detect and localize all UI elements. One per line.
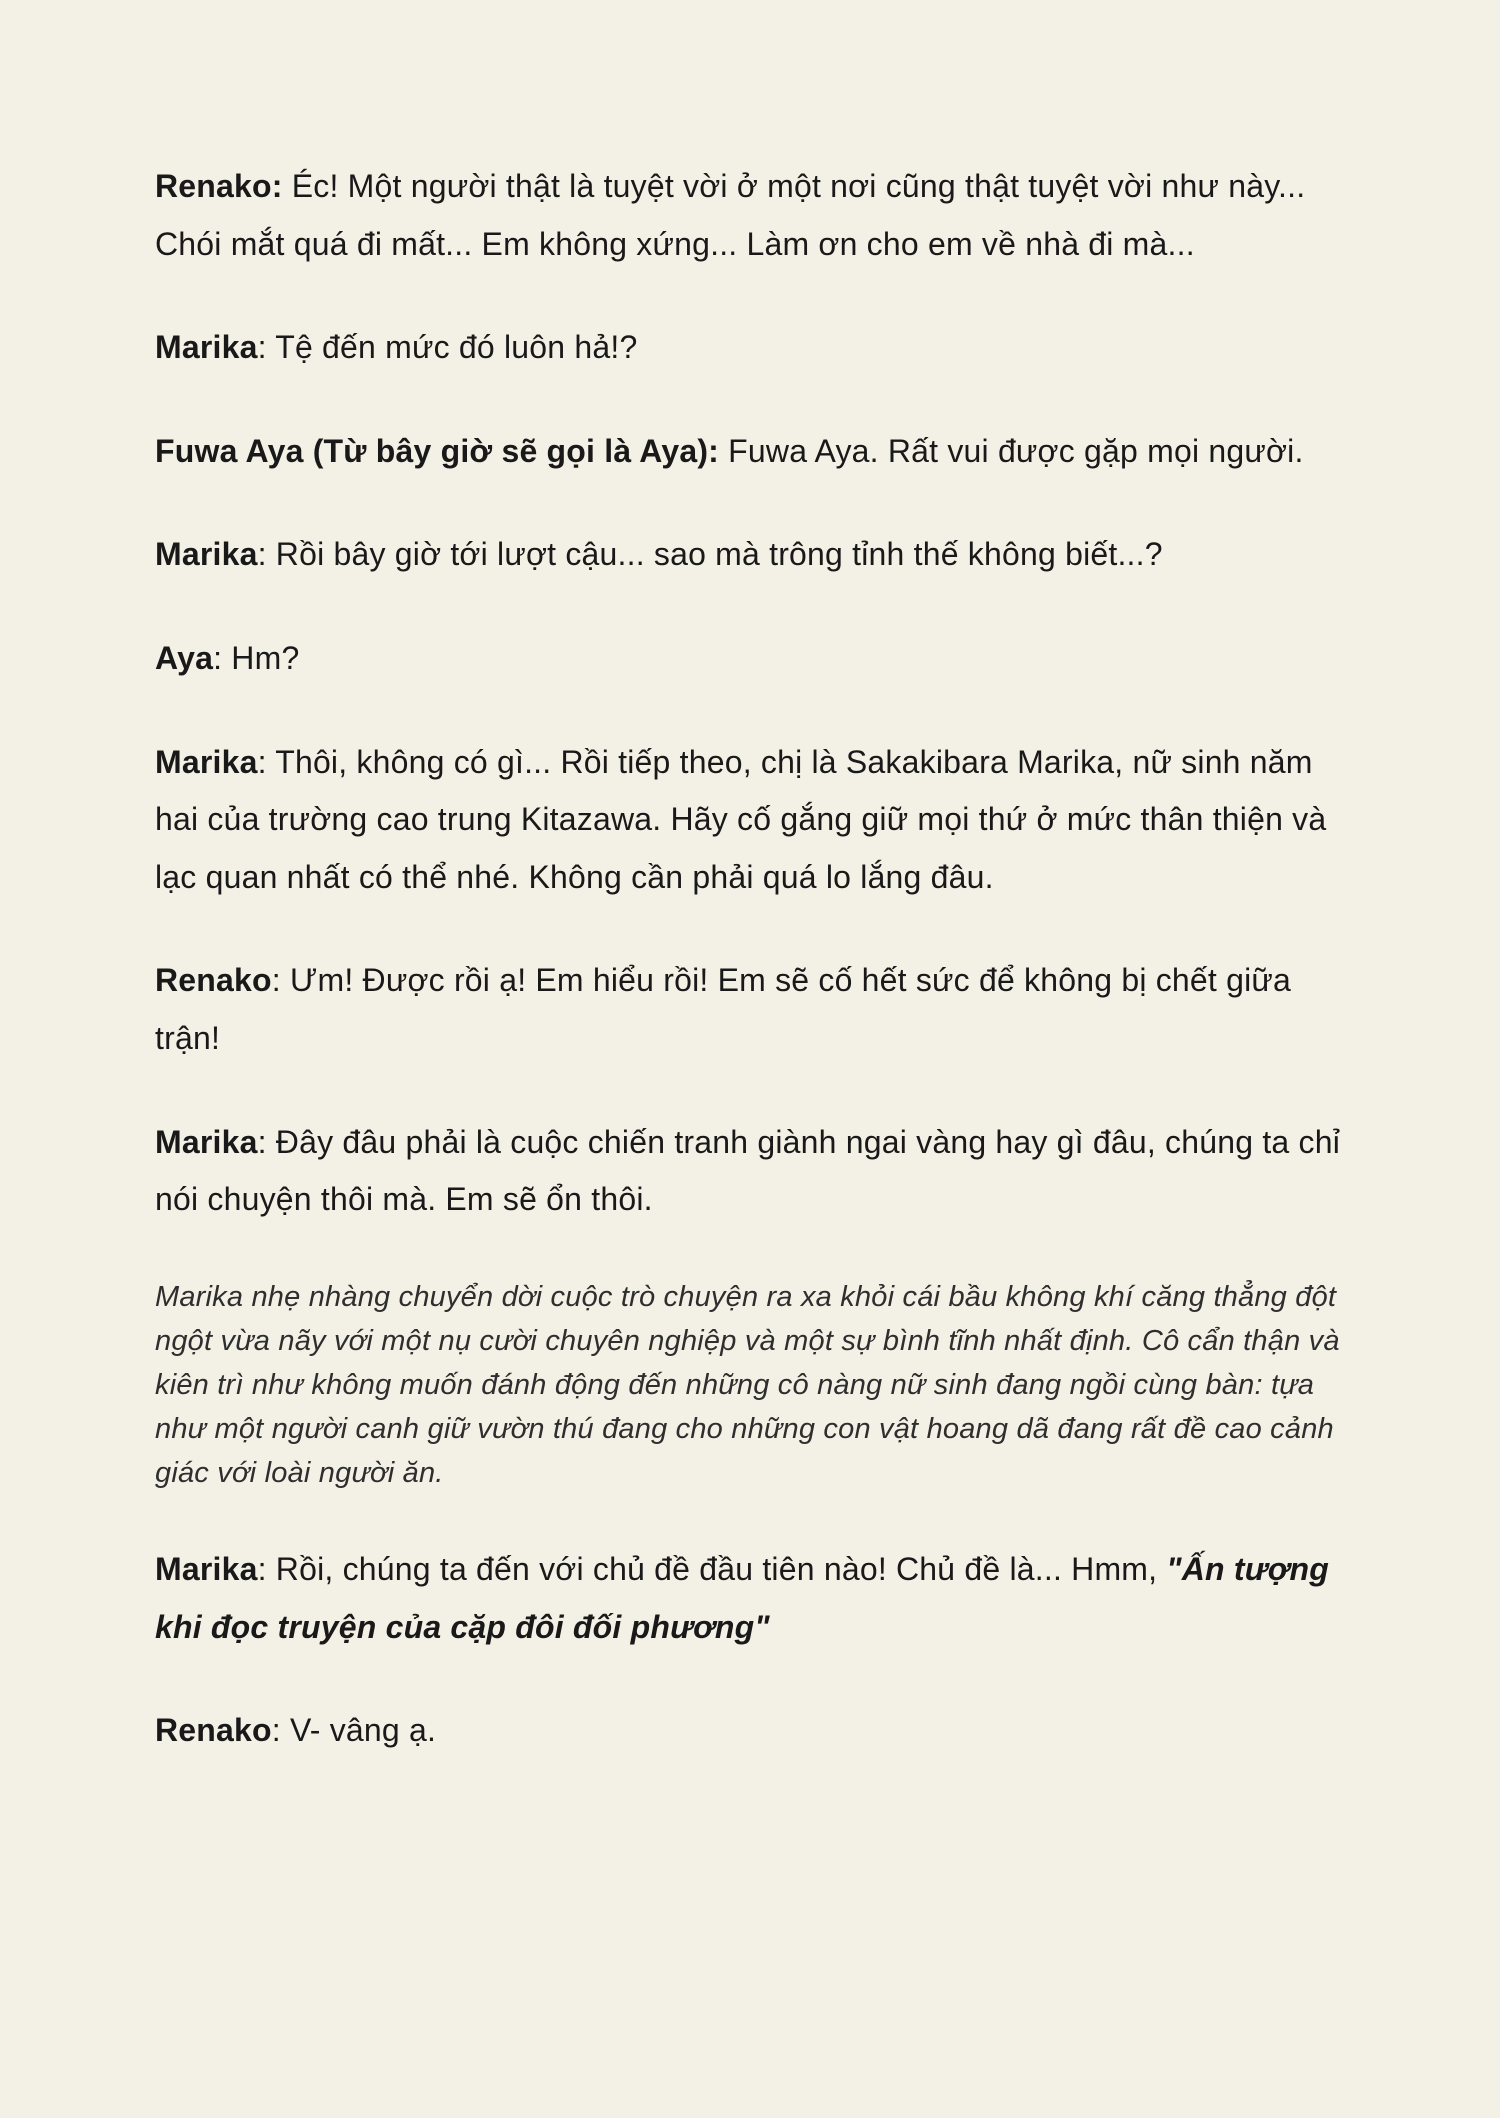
dialogue-aya-1	[155, 630, 1345, 688]
dialogue-text: : V- vâng ạ.	[271, 1712, 437, 1749]
dialogue-marika-2	[155, 526, 1345, 584]
speaker-label: Marika	[155, 329, 258, 366]
dialogue-text: Éc! Một người thật là tuyệt vời ở một nơi cũng thật tuyệt vời như này... Chói mắt quá đi mất... Em không xứng... Làm ơn cho em về nhà đi mà...	[155, 168, 1306, 262]
dialogue-marika-1	[155, 319, 1345, 377]
dialogue-text: : Rồi bây giờ tới lượt cậu... sao mà trông tỉnh thế không biết...?	[257, 536, 1163, 573]
dialogue-text: : Đây đâu phải là cuộc chiến tranh giành ngai vàng hay gì đâu, chúng ta chỉ nói chuyện thôi mà. Em sẽ ổn thôi.	[155, 1123, 1340, 1218]
speaker-label: Renako:	[155, 168, 283, 204]
dialogue-marika-5	[155, 1541, 1345, 1656]
dialogue-text: : Hm?	[213, 639, 300, 676]
speaker-label: Renako	[155, 962, 272, 999]
dialogue-text: : Thôi, không có gì... Rồi tiếp theo, chị là Sakakibara Marika, nữ sinh năm hai của trường cao trung Kitazawa. Hãy cố gắng giữ mọi thứ ở mức thân thiện và lạc quan nhất có thể nhé. Không cần phải quá lo lắng đâu.	[155, 743, 1327, 895]
dialogue-text: Fuwa Aya. Rất vui được gặp mọi người.	[719, 432, 1304, 469]
speaker-label: Fuwa Aya (Từ bây giờ sẽ gọi là Aya):	[155, 432, 720, 469]
dialogue-marika-4	[155, 1114, 1345, 1229]
speaker-label: Marika	[155, 536, 258, 573]
dialogue-text: : Tệ đến mức đó luôn hả!?	[257, 329, 638, 366]
dialogue-fuwa-aya-1	[155, 423, 1345, 481]
speaker-label: Renako	[155, 1712, 272, 1749]
narration-paragraph	[155, 1275, 1345, 1495]
dialogue-renako-2	[155, 952, 1345, 1067]
speaker-label: Marika	[155, 1551, 258, 1588]
dialogue-text: : Rồi, chúng ta đến với chủ đề đầu tiên nào! Chủ đề là... Hmm,	[257, 1551, 1167, 1588]
dialogue-transcript	[155, 158, 1345, 1760]
speaker-label: Aya	[155, 639, 214, 676]
dialogue-text: : Ưm! Được rồi ạ! Em hiểu rồi! Em sẽ cố hết sức để không bị chết giữa trận!	[155, 962, 1292, 1056]
narration-text: Marika nhẹ nhàng chuyển dời cuộc trò chuyện ra xa khỏi cái bầu không khí căng thẳng đột ngột vừa nãy với một nụ cười chuyên nghiệp và một sự bình tĩnh nhất định. Cô cẩn thận và kiên trì như không muốn đánh động đến những cô nàng nữ sinh đang ngồi cùng bàn: tựa như một người canh giữ vườn thú đang cho những con vật hoang dã đang rất đề cao cảnh giác với loài người ăn.	[155, 1280, 1340, 1490]
dialogue-renako-3	[155, 1702, 1345, 1760]
speaker-label: Marika	[155, 743, 258, 780]
speaker-label: Marika	[155, 1123, 258, 1160]
dialogue-marika-3	[155, 734, 1345, 907]
dialogue-renako-1	[155, 158, 1345, 273]
topic-quote: "Ấn tượng khi đọc truyện của cặp đôi đối phương"	[155, 1551, 1329, 1645]
